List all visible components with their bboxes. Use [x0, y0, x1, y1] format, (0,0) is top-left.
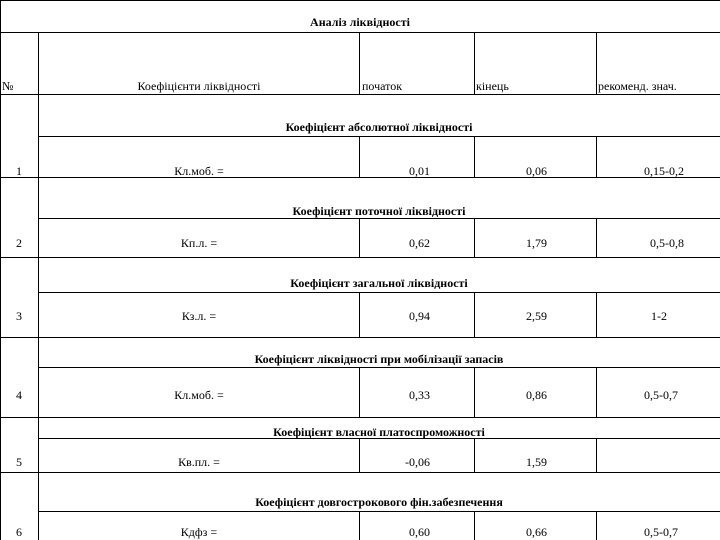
- table-title: Аналіз ліквідності: [310, 15, 410, 29]
- grid-line: [38, 32, 39, 540]
- row-recommended-value: 0,15-0,2: [644, 164, 684, 178]
- grid-line: [38, 292, 720, 293]
- row-recommended-value: 0,5-0,7: [644, 388, 678, 402]
- grid-line: [474, 438, 475, 472]
- grid-line: [0, 417, 720, 418]
- grid-line: [474, 136, 475, 177]
- row-number: 5: [16, 455, 22, 469]
- section-heading: Коефіцієнт загальної ліквідності: [290, 276, 468, 290]
- row-end-value: 0,66: [526, 525, 547, 539]
- grid-line: [359, 136, 360, 177]
- row-formula: Кдфз =: [180, 525, 218, 539]
- grid-line: [359, 32, 360, 94]
- grid-line: [596, 218, 597, 257]
- grid-line: [474, 511, 475, 540]
- row-end-value: 0,86: [526, 388, 547, 402]
- row-number: 4: [16, 388, 22, 402]
- grid-line: [474, 32, 475, 94]
- row-recommended-value: 0,5-0,8: [650, 236, 684, 250]
- row-start-value: 0,62: [409, 236, 430, 250]
- row-end-value: 1,79: [526, 236, 547, 250]
- grid-line: [0, 337, 720, 338]
- grid-line: [0, 177, 720, 178]
- grid-line: [38, 218, 720, 219]
- grid-line: [0, 472, 720, 473]
- grid-line: [596, 292, 597, 337]
- row-start-value: 0,01: [409, 164, 430, 178]
- header-start: початок: [362, 79, 403, 93]
- row-number: 2: [16, 236, 22, 250]
- grid-line: [474, 292, 475, 337]
- row-formula: Кв.пл. =: [178, 455, 220, 469]
- grid-line: [38, 511, 720, 512]
- row-formula: Кз.л. =: [181, 309, 217, 323]
- row-formula: Кл.моб. =: [174, 164, 224, 178]
- header-end: кінець: [476, 79, 509, 93]
- grid-line: [596, 367, 597, 417]
- grid-line: [596, 511, 597, 540]
- grid-line: [596, 32, 597, 94]
- grid-line: [359, 292, 360, 337]
- grid-line: [38, 367, 720, 368]
- grid-line: [359, 367, 360, 417]
- grid-line: [596, 438, 597, 472]
- grid-line: [474, 218, 475, 257]
- grid-line: [359, 218, 360, 257]
- row-start-value: -0,06: [405, 455, 430, 469]
- grid-line: [359, 511, 360, 540]
- row-start-value: 0,94: [409, 309, 430, 323]
- grid-line: [0, 32, 720, 33]
- grid-line: [0, 0, 720, 1]
- section-heading: Коефіцієнт довгострокового фін.забезпечення: [255, 495, 503, 509]
- row-recommended-value: 1-2: [651, 309, 667, 323]
- section-heading: Коефіцієнт абсолютної ліквідності: [285, 120, 473, 134]
- section-heading: Коефіцієнт поточної ліквідності: [292, 204, 466, 218]
- grid-line: [359, 438, 360, 472]
- grid-line: [0, 257, 720, 258]
- grid-line: [596, 136, 597, 177]
- row-start-value: 0,60: [409, 525, 430, 539]
- header-coefficients: Коефіцієнти ліквідності: [137, 79, 261, 93]
- row-recommended-value: 0,5-0,7: [644, 525, 678, 539]
- row-end-value: 0,06: [526, 164, 547, 178]
- grid-line: [474, 367, 475, 417]
- row-end-value: 2,59: [526, 309, 547, 323]
- section-heading: Коефіцієнт власної платоспроможності: [273, 425, 485, 439]
- row-formula: Кп.л. =: [180, 236, 218, 250]
- row-number: 3: [16, 309, 22, 323]
- row-number: 1: [16, 164, 22, 178]
- section-heading: Коефіцієнт ліквідності при мобілізації запасів: [254, 352, 504, 366]
- grid-line: [38, 136, 720, 137]
- header-number: №: [2, 79, 14, 93]
- grid-line: [0, 0, 1, 540]
- row-start-value: 0,33: [409, 388, 430, 402]
- header-recommended: рекоменд. знач.: [598, 79, 677, 93]
- grid-line: [0, 94, 720, 95]
- row-number: 6: [16, 525, 22, 539]
- row-end-value: 1,59: [526, 455, 547, 469]
- row-formula: Кл.моб. =: [174, 388, 224, 402]
